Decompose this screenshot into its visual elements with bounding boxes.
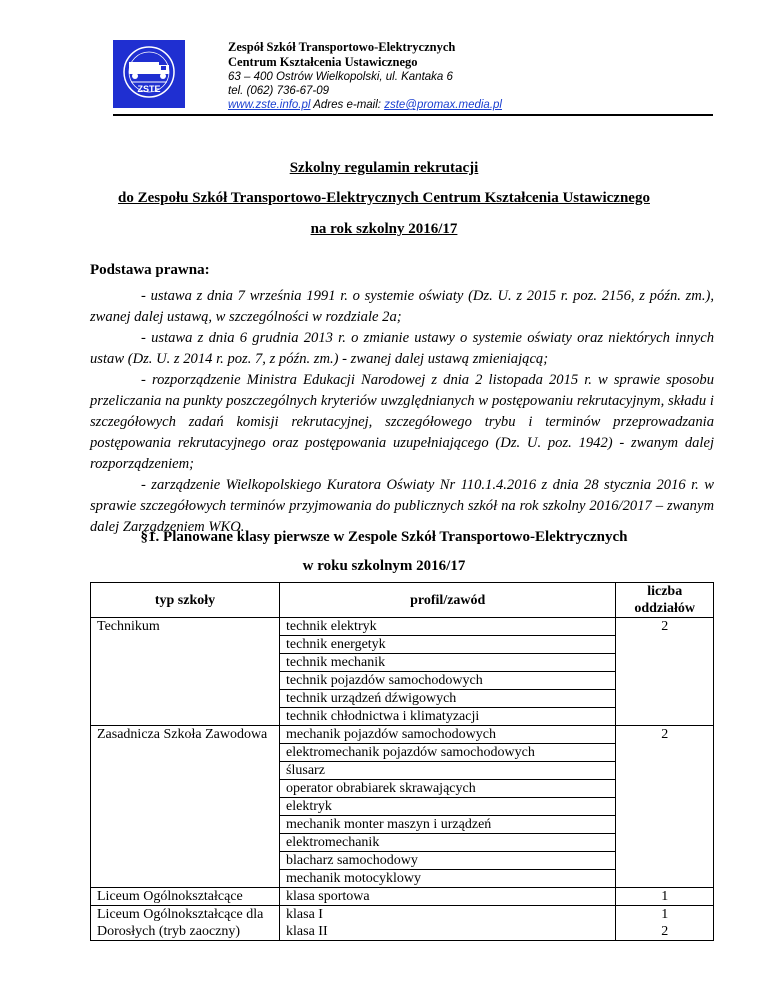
legal-basis-item: - ustawa z dnia 7 września 1991 r. o systemie oświaty (Dz. U. z 2015 r. poz. 2156, z późn. zm.), zwanej dalej ustawą, w szczególności w rozdziale 2a; (90, 288, 714, 325)
profession-item: technik energetyk (280, 636, 615, 654)
profession-cell: klasa sportowa (280, 888, 616, 906)
profession-item: ślusarz (280, 762, 615, 780)
class-count-item: 1 (661, 907, 669, 922)
profession-item: klasa I (286, 907, 323, 922)
section1-subtitle: w roku szkolnym 2016/17 (302, 558, 466, 574)
school-type-cell: Liceum Ogólnokształcące (91, 888, 280, 906)
profession-list-cell (280, 618, 616, 726)
class-count-item: 2 (661, 924, 669, 939)
table-row (91, 726, 714, 888)
school-name: Zespół Szkół Transportowo-Elektrycznych (228, 40, 456, 54)
profession-item: elektromechanik pojazdów samochodowych (280, 744, 615, 762)
profession-item: technik elektryk (280, 618, 615, 636)
header-divider (113, 114, 713, 116)
school-address: 63 – 400 Ostrów Wielkopolski, ul. Kantaka 6 (228, 71, 453, 83)
col-header-type: typ szkoły (91, 583, 280, 618)
profession-item: mechanik pojazdów samochodowych (280, 726, 615, 744)
school-subname: Centrum Kształcenia Ustawicznego (228, 55, 418, 69)
profession-item: technik pojazdów samochodowych (280, 672, 615, 690)
legal-basis-item: - zarządzenie Wielkopolskiego Kuratora Oświaty Nr 110.1.4.2016 z dnia 28 stycznia 2016 r. w sprawie szczegółowych terminów przyjmowania do publicznych szkół na rok szkolny 2016/2017 – zwanym dalej Zarządzeniem WKO. (90, 477, 714, 535)
letterhead (113, 40, 713, 114)
school-logo-icon (113, 40, 185, 108)
profession-item: mechanik motocyklowy (286, 871, 421, 886)
table-row (91, 888, 714, 906)
section1-title: §1. Planowane klasy pierwsze w Zespole Szkół Transportowo-Elektrycznych (140, 529, 628, 545)
contact-line (228, 98, 502, 112)
email-label: Adres e-mail: (313, 99, 381, 111)
profession-list-cell (280, 726, 616, 888)
school-type-cell: Zasadnicza Szkoła Zawodowa (91, 726, 280, 888)
planned-classes-table (90, 582, 714, 941)
legal-basis-label: Podstawa prawna: (90, 262, 210, 278)
school-type-cell: Technikum (91, 618, 280, 726)
table-row (91, 618, 714, 726)
table-header-row (91, 583, 714, 618)
doc-year: na rok szkolny 2016/17 (310, 221, 458, 237)
profession-item: operator obrabiarek skrawających (280, 780, 615, 798)
table-row (91, 906, 714, 941)
profession-item: technik mechanik (280, 654, 615, 672)
profession-item: klasa II (286, 924, 328, 939)
legal-basis-list (90, 286, 714, 538)
profession-cell (280, 906, 616, 941)
class-count-cell: 2 (616, 726, 714, 888)
profession-item: technik urządzeń dźwigowych (280, 690, 615, 708)
profession-item: elektromechanik (280, 834, 615, 852)
legal-basis-item: - rozporządzenie Ministra Edukacji Narodowej z dnia 2 listopada 2015 r. w sprawie sposobu przeliczania na punkty poszczególnych kryteriów uwzględnianych w postępowaniu rekrutacyjnym, składu i szczegółowych zadań komisji rekrutacyjnej, szczegółowego trybu i terminów przeprowadzania postępowania rekrutacyjnego oraz postępowania uzupełniającego (Dz. U. poz. 1942) - zwanym dalej rozporządzeniem; (90, 372, 714, 472)
col-header-count: liczba oddziałów (616, 583, 714, 618)
school-phone: tel. (062) 736-67-09 (228, 85, 330, 97)
profession-item: mechanik monter maszyn i urządzeń (280, 816, 615, 834)
col-header-profile: profil/zawód (280, 583, 616, 618)
profession-item: technik chłodnictwa i klimatyzacji (286, 709, 480, 724)
email-link[interactable]: zste@promax.media.pl (384, 99, 502, 111)
doc-title: Szkolny regulamin rekrutacji (289, 160, 479, 176)
profession-item: elektryk (280, 798, 615, 816)
class-count-cell (616, 906, 714, 941)
logo-text: ZSTE (137, 84, 161, 94)
class-count-cell: 2 (616, 618, 714, 726)
profession-item: blacharz samochodowy (280, 852, 615, 870)
legal-basis-item: - ustawa z dnia 6 grudnia 2013 r. o zmianie ustawy o systemie oświaty oraz niektórych innych ustaw (Dz. U. z 2014 r. poz. 7, z późn. zm.) - zwanej dalej ustawą zmieniającą; (90, 330, 714, 367)
doc-subtitle: do Zespołu Szkół Transportowo-Elektrycznych Centrum Kształcenia Ustawicznego (118, 190, 650, 206)
website-link[interactable]: www.zste.info.pl (228, 99, 311, 111)
school-type-cell: Liceum Ogólnokształcące dla Dorosłych (tryb zaoczny) (91, 906, 280, 941)
class-count-cell: 1 (616, 888, 714, 906)
